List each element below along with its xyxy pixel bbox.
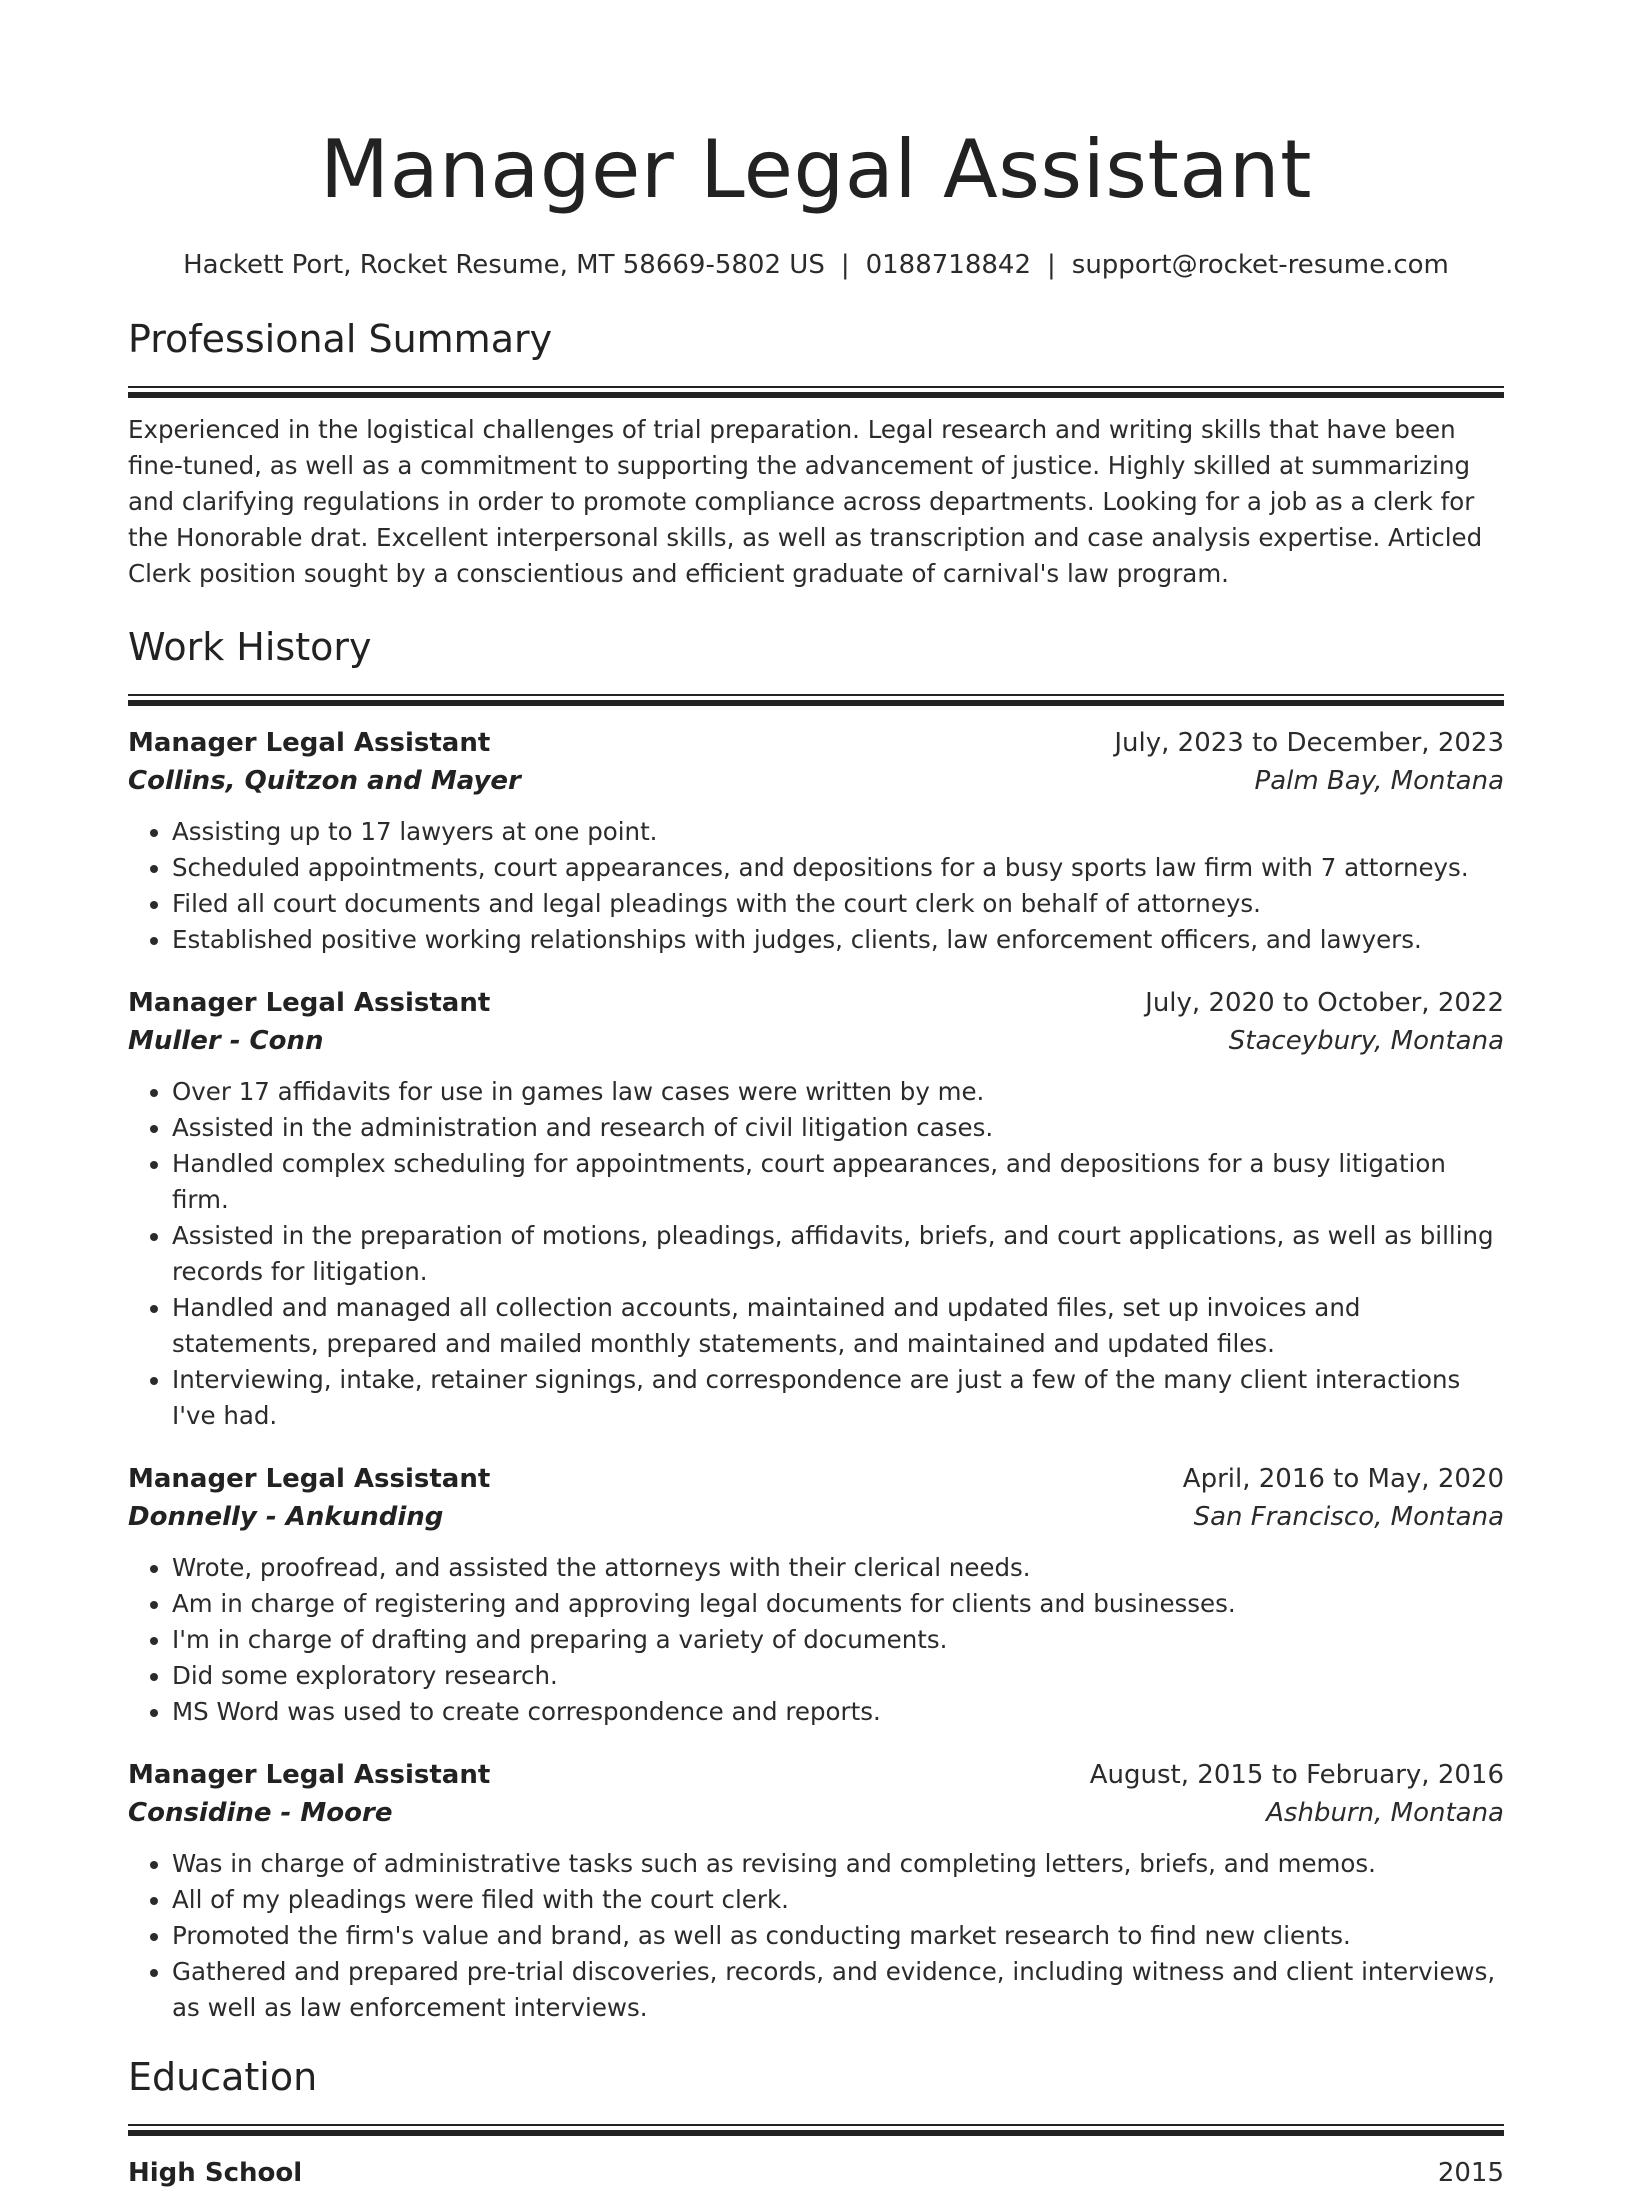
- job-company: Muller - Conn: [128, 1026, 324, 1056]
- list-item: • Am in charge of registering and approving legal documents for clients and businesses.: [172, 1586, 1504, 1622]
- list-item: • Assisted in the preparation of motions, pleadings, affidavits, briefs, and court applications, as well as billing records for litigation.: [172, 1218, 1504, 1290]
- job-entry: [128, 984, 1504, 1434]
- summary-text: Experienced in the logistical challenges of trial preparation. Legal research and writing skills that have been fine-tuned, as well as a commitment to supporting the advancement of justice. Highly skilled at summarizing and clarifying regulations in order to promote compliance across departments. Looking for a job as a clerk for the Honorable drat. Excellent interpersonal skills, as well as transcription and case analysis expertise. Articled Clerk position sought by a conscientious and efficient graduate of carnival's law program.: [128, 415, 1483, 588]
- education-year: 2015: [1437, 2158, 1504, 2188]
- job-header-row: [128, 1756, 1504, 1794]
- list-item: • Was in charge of administrative tasks such as revising and completing letters, briefs, and memos.: [172, 1846, 1504, 1882]
- job-company: Donnelly - Ankunding: [128, 1502, 444, 1532]
- list-item: • Wrote, proofread, and assisted the attorneys with their clerical needs.: [172, 1550, 1504, 1586]
- contact-separator: |: [1047, 250, 1056, 280]
- section-divider: [128, 694, 1504, 706]
- resume-title: Manager Legal Assistant: [320, 123, 1312, 216]
- section-title-summary: Professional Summary: [128, 317, 553, 361]
- job-title: Manager Legal Assistant: [128, 1760, 491, 1790]
- section-title-education: Education: [128, 2055, 318, 2099]
- job-header-row: [128, 1460, 1504, 1498]
- list-item: • Scheduled appointments, court appearances, and depositions for a busy sports law firm with 7 attorneys.: [172, 850, 1504, 886]
- job-dates: July, 2023 to December, 2023: [1114, 728, 1504, 758]
- list-item: • Established positive working relationships with judges, clients, law enforcement officers, and lawyers.: [172, 922, 1504, 958]
- list-item: • Handled complex scheduling for appointments, court appearances, and depositions for a busy litigation firm.: [172, 1146, 1504, 1218]
- list-item: • Assisting up to 17 lawyers at one point.: [172, 814, 1504, 850]
- contact-address: Hackett Port, Rocket Resume, MT 58669-5802 US: [183, 250, 825, 280]
- education-entry: [128, 2154, 1504, 2192]
- job-title: Manager Legal Assistant: [128, 728, 491, 758]
- job-bullets: [128, 1846, 1504, 2026]
- job-location: Palm Bay, Montana: [1254, 766, 1504, 796]
- work-history-section: [128, 622, 1504, 2026]
- summary-section: [128, 314, 1504, 592]
- job-header-row: [128, 724, 1504, 762]
- list-item: • Over 17 affidavits for use in games law cases were written by me.: [172, 1074, 1504, 1110]
- resume-page: [128, 118, 1504, 2192]
- list-item: • All of my pleadings were filed with the court clerk.: [172, 1882, 1504, 1918]
- contact-email: support@rocket-resume.com: [1071, 250, 1449, 280]
- list-item: • Did some exploratory research.: [172, 1658, 1504, 1694]
- job-company: Collins, Quitzon and Mayer: [128, 766, 521, 796]
- job-location: Ashburn, Montana: [1266, 1798, 1504, 1828]
- job-company-row: [128, 1022, 1504, 1060]
- contact-separator: |: [840, 250, 850, 280]
- job-header-row: [128, 984, 1504, 1022]
- job-dates: July, 2020 to October, 2022: [1145, 988, 1504, 1018]
- list-item: • Assisted in the administration and research of civil litigation cases.: [172, 1110, 1504, 1146]
- job-location: Staceybury, Montana: [1228, 1026, 1504, 1056]
- contact-phone: 0188718842: [865, 250, 1032, 280]
- job-company-row: [128, 1498, 1504, 1536]
- list-item: • Interviewing, intake, retainer signings, and correspondence are just a few of the many client interactions I've had.: [172, 1362, 1504, 1434]
- job-company: Considine - Moore: [128, 1798, 393, 1828]
- list-item: • Gathered and prepared pre-trial discoveries, records, and evidence, including witness and client interviews, as well as law enforcement interviews.: [172, 1954, 1504, 2026]
- job-company-row: [128, 1794, 1504, 1832]
- section-divider: [128, 386, 1504, 398]
- job-company-row: [128, 762, 1504, 800]
- job-title: Manager Legal Assistant: [128, 1464, 491, 1494]
- job-dates: August, 2015 to February, 2016: [1089, 1760, 1504, 1790]
- job-entry: [128, 1460, 1504, 1730]
- list-item: • MS Word was used to create correspondence and reports.: [172, 1694, 1504, 1730]
- contact-line: [128, 248, 1504, 282]
- job-entry: [128, 724, 1504, 958]
- section-title-work-history: Work History: [128, 625, 372, 669]
- job-bullets: [128, 1550, 1504, 1730]
- education-name: High School: [128, 2158, 303, 2188]
- list-item: • Promoted the firm's value and brand, as well as conducting market research to find new clients.: [172, 1918, 1504, 1954]
- job-bullets: [128, 1074, 1504, 1434]
- job-title: Manager Legal Assistant: [128, 988, 491, 1018]
- job-location: San Francisco, Montana: [1193, 1502, 1504, 1532]
- job-entry: [128, 1756, 1504, 2026]
- section-divider: [128, 2124, 1504, 2136]
- education-section: [128, 2052, 1504, 2192]
- list-item: • Filed all court documents and legal pleadings with the court clerk on behalf of attorneys.: [172, 886, 1504, 922]
- job-bullets: [128, 814, 1504, 958]
- list-item: • I'm in charge of drafting and preparing a variety of documents.: [172, 1622, 1504, 1658]
- job-dates: April, 2016 to May, 2020: [1182, 1464, 1504, 1494]
- list-item: • Handled and managed all collection accounts, maintained and updated files, set up invoices and statements, prepared and mailed monthly statements, and maintained and updated files.: [172, 1290, 1504, 1362]
